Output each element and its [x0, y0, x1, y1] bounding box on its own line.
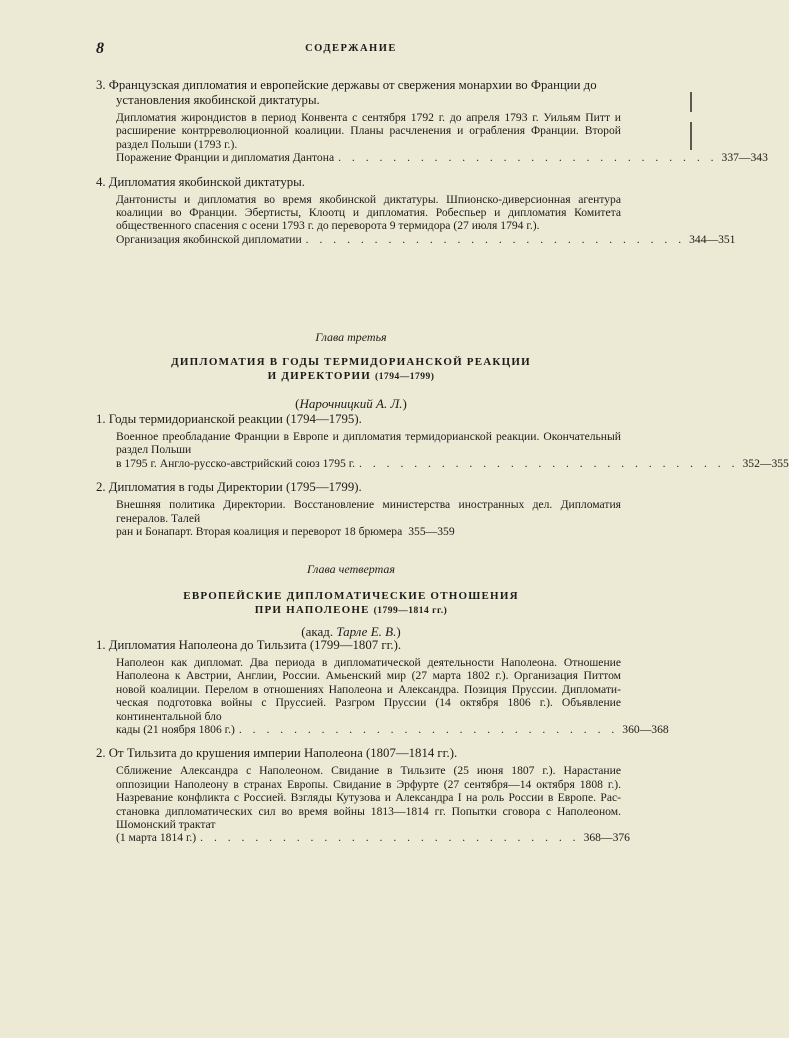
- margin-mark: [690, 92, 692, 112]
- toc-section-chapter4: [96, 638, 669, 845]
- page-range: 344—351: [689, 232, 736, 246]
- page-range: 355—359: [408, 525, 455, 539]
- toc-entry-description: Наполеон как дипломат. Два периода в дипломатической деятельности Наполеона. Отношение Наполеона к Австрии, Англии, России. Амьенский мир (27 марта 1802 г.). Организация Питтом новой коалиции. Перелом в отношениях Наполеона и Александра. Позиция Пруссии. Дипломатическая подготовка войны с Пруссией. Разгром Пруссии (14 октября 1806 г.). Объявление континентальной бло: [116, 656, 621, 723]
- toc-entry: [96, 638, 669, 737]
- running-head: СОДЕРЖАНИЕ: [305, 43, 397, 54]
- toc-entry-description: Военное преобладание Франции в Европе и дипломатия термидорианской реакции. Окончательный раздел Польши: [116, 430, 621, 457]
- toc-entry: [96, 78, 768, 165]
- chapter-years: (1799—1814 гг.): [373, 606, 448, 616]
- chapter-title: [96, 589, 606, 618]
- toc-entry-last-line: [116, 456, 789, 470]
- chapter-title-subline: И ДИРЕКТОРИИ: [267, 370, 372, 382]
- leader-dots: . . . . . . . . . . . . . . . . . . . . . . . . . . . .: [305, 232, 686, 246]
- chapter-label: Глава третья: [315, 330, 387, 344]
- page-number: 8: [96, 40, 104, 57]
- leader-dots: . . . . . . . . . . . . . . . . . . . . . . . . . . . .: [359, 456, 739, 470]
- chapter-heading: [96, 562, 606, 640]
- author-name: Тарле Е. В.: [336, 624, 397, 639]
- chapter-author: (Нарочницкий А. Л.): [295, 396, 407, 411]
- page-header: [96, 40, 606, 60]
- chapter-title-line: ДИПЛОМАТИЯ В ГОДЫ ТЕРМИДОРИАНСКОЙ РЕАКЦИИ: [171, 356, 531, 368]
- chapter-heading: [96, 330, 606, 412]
- toc-entry-last-text: в 1795 г. Англо-русско-австрийский союз 1795 г.: [116, 456, 356, 470]
- toc-entry-description: Дипломатия жирондистов в период Конвента с сентября 1792 г. до апреля 1793 г. Уильям Питт и расширение контрреволюционной коалиции. Планы расчленения и ограбления Франции. Второй раздел Польши (1793 г.).: [116, 111, 621, 151]
- toc-entry: [96, 480, 621, 538]
- margin-mark: [690, 122, 692, 150]
- page-range: 337—343: [721, 151, 768, 165]
- toc-entry-description: Внешняя политика Директории. Восстановление министерства иностранных дел. Дипломатия генералов. Талей: [116, 498, 621, 525]
- chapter-title-line2: [96, 603, 606, 618]
- chapter-title: [96, 355, 606, 384]
- chapter-title-line2: [96, 369, 606, 384]
- toc-entry-title: 2. От Тильзита до крушения империи Наполеона (1807—1814 гг.).: [96, 746, 458, 761]
- chapter-label: Глава четвертая: [306, 562, 396, 576]
- toc-entry-title: 4. Дипломатия якобинской диктатуры.: [96, 174, 305, 189]
- leader-dots: . . . . . . . . . . . . . . . . . . . . . . . . . . . .: [200, 831, 580, 845]
- toc-entry-last-text: Организация якобинской дипломатии: [116, 232, 302, 246]
- page-range: 368—376: [583, 831, 630, 845]
- toc-entry: [96, 174, 736, 247]
- toc-entry-last-text: ран и Бонапарт. Вторая коалиция и переворот 18 брюмера: [116, 525, 403, 539]
- toc-entry-last-line: [116, 525, 621, 538]
- toc-entry-description: Дантонисты и дипломатия во время якобинской диктатуры. Шпионско-диверсионная агентура коалиции во Франции. Эбертисты, Клоотц и дипломатия. Робеспьер и дипломатия Комитета общественного спасения с осени 1793 г. до переворота 9 термидора (27 июля 1794 г.).: [116, 192, 621, 233]
- page-range: 352—355: [742, 456, 789, 470]
- author-name: Нарочницкий А. Л.: [299, 396, 403, 411]
- toc-entry-title: 1. Дипломатия Наполеона до Тильзита (1799—1807 гг.).: [96, 638, 402, 652]
- toc-section-revolution: [96, 78, 768, 246]
- toc-entry-title: 3. Французская дипломатия и европейские державы от свержения монархии во Франции до установления якобинской диктатуры.: [96, 78, 597, 107]
- leader-dots: . . . . . . . . . . . . . . . . . . . . . . . . . . . .: [338, 151, 718, 165]
- author-title: акад.: [305, 624, 334, 639]
- toc-entry-last-text: (1 марта 1814 г.): [116, 831, 197, 845]
- page-range: 360—368: [622, 723, 669, 737]
- toc-entry: [96, 412, 789, 470]
- chapter-title-line: ЕВРОПЕЙСКИЕ ДИПЛОМАТИЧЕСКИЕ ОТНОШЕНИЯ: [183, 590, 519, 602]
- chapter-years: (1794—1799): [375, 372, 435, 382]
- toc-entry-last-line: [116, 831, 630, 845]
- toc-entry-last-text: Поражение Франции и дипломатия Дантона: [116, 151, 335, 165]
- toc-entry-last-text: кады (21 ноября 1806 г.): [116, 723, 235, 737]
- toc-entry-description: Сближение Александра с Наполеоном. Свидание в Тильзите (25 июня 1807 г.). Нарастание оппозиции Наполеону в странах Европы. Свидание в Эрфурте (27 сентября—14 октября 1808 г.). Назревание конфликта с Россией. Взгляды Кутузова и Александра I на роль России в Европе. Расстановка дипломатических сил во время войны 1813—1814 гг. Попытки сговора с Наполеоном. Шомонский трактат: [116, 764, 621, 832]
- toc-entry-last-line: [116, 232, 736, 246]
- chapter-title-subline: ПРИ НАПОЛЕОНЕ: [254, 604, 370, 616]
- toc-entry-last-line: [116, 151, 768, 165]
- toc-entry-title: 2. Дипломатия в годы Директории (1795—1799).: [96, 480, 362, 495]
- toc-entry-title: 1. Годы термидорианской реакции (1794—1795).: [96, 412, 362, 426]
- toc-entry-last-line: [116, 723, 669, 737]
- toc-entry: [96, 746, 630, 845]
- leader-dots: . . . . . . . . . . . . . . . . . . . . . . . . . . . .: [238, 723, 619, 737]
- chapter-author: (акад. Тарле Е. В.): [301, 624, 401, 639]
- toc-section-chapter3: [96, 412, 789, 539]
